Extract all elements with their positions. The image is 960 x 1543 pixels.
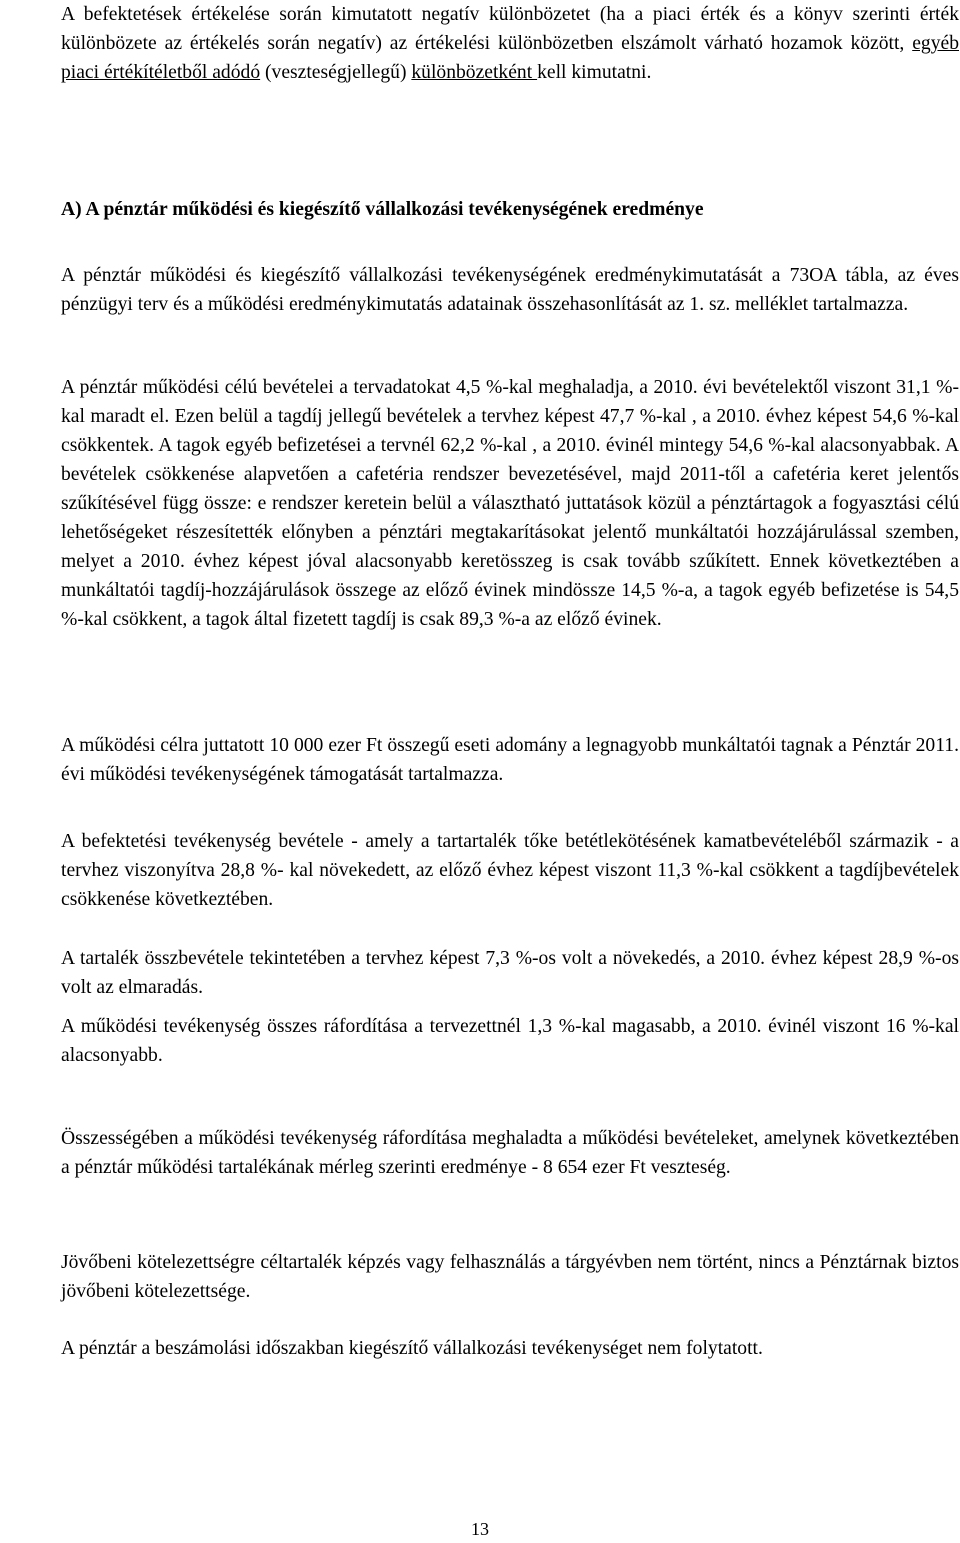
intro-text-part3: kell kimutatni. <box>537 62 652 83</box>
intro-paragraph <box>61 0 959 87</box>
paragraph-8: Jövőbeni kötelezettségre céltartalék képzés vagy felhasználás a tárgyévben nem történt, nincs a Pénztárnak biztos jövőbeni kötelezettsége. <box>61 1252 959 1302</box>
intro-underlined-text-2: különbözetként <box>411 62 538 83</box>
paragraph-9: A pénztár a beszámolási időszakban kiegészítő vállalkozási tevékenységet nem folytatott. <box>61 1338 763 1359</box>
paragraph-2: A pénztár működési célú bevételei a tervadatokat 4,5 %-kal meghaladja, a 2010. évi bevételektől viszont 31,1 %-kal maradt el. Ezen belül a tagdíj jellegű bevételek a tervhez képest 47,7 %-kal , a 2010. évhez képest 54,6 %-kal csökkentek. A tagok egyéb befizetései a tervnél 62,2 %-kal , a 2010. évinél mintegy 54,6 %-kal alacsonyabbak. A bevételek csökkenése alapvetően a cafetéria rendszer bevezetésével, majd 2011-től a cafetéria keret jelentős szűkítésével függ össze: e rendszer keretein belül a választható juttatások közül a pénztártagok a fogyasztási célú lehetőségeket részesítették előnyben a pénztári megtakarításokat jelentő munkáltatói hozzájárulással szemben, melyet a 2010. évhez képest jóval alacsonyabb keretösszeg is csak tovább szűkített. Ennek következtében a munkáltatói tagdíj-hozzájárulások összege az előző évinek mindössze 14,5 %-a, a tagok egyéb befizetése is 54,5 %-kal csökkent, a tagok által fizetett tagdíj is csak 89,3 %-a az előző évinek. <box>61 377 959 630</box>
paragraph-4: A befektetési tevékenység bevétele - amely a tartartalék tőke betétlekötésének kamatbevételéből származik - a tervhez viszonyítva 28,8 %- kal növekedett, az előző évhez képest viszont 11,3 %-kal csökkent a tagdíjbevételek csökkenése következtében. <box>61 831 959 910</box>
paragraph-1: A pénztár működési és kiegészítő vállalkozási tevékenységének eredménykimutatását a 73OA tábla, az éves pénzügyi terv és a működési eredménykimutatás adatainak összehasonlítását az 1. sz. melléklet tartalmazza. <box>61 265 959 315</box>
paragraph-5: A tartalék összbevétele tekintetében a tervhez képest 7,3 %-os volt a növekedés, a 2010. évhez képest 28,9 %-os volt az elmaradás. <box>61 948 959 998</box>
paragraph-6: A működési tevékenység összes ráfordítása a tervezettnél 1,3 %-kal magasabb, a 2010. évinél viszont 16 %-kal alacsonyabb. <box>61 1016 959 1066</box>
intro-text-part2: (veszteségjellegű) <box>260 62 412 83</box>
page-number: 13 <box>471 1519 489 1539</box>
paragraph-7: Összességében a működési tevékenység ráfordítása meghaladta a működési bevételeket, amelynek következtében a pénztár működési tartalékának mérleg szerinti eredménye - 8 654 ezer Ft veszteség. <box>61 1128 959 1178</box>
section-heading: A) A pénztár működési és kiegészítő vállalkozási tevékenységének eredménye <box>61 199 704 220</box>
paragraph-3: A működési célra juttatott 10 000 ezer Ft összegű eseti adomány a legnagyobb munkáltatói tagnak a Pénztár 2011. évi működési tevékenységének támogatását tartalmazza. <box>61 735 959 785</box>
intro-underlined-text: egyéb piaci értékítéletből adódó <box>61 33 959 83</box>
intro-text-part1: A befektetések értékelése során kimutatott negatív különbözetet (ha a piaci érték és a könyv szerinti érték különbözete az értékelés során negatív) az értékelési különbözetben elszámolt várható hozamok között, <box>61 4 959 54</box>
